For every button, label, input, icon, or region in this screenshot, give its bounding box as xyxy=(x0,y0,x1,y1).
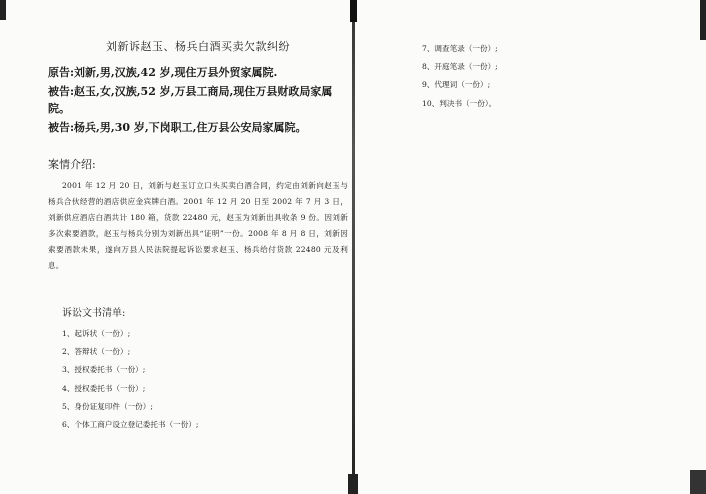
defendant-info-2: 被告:杨兵,男,30 岁,下岗职工,住万县公安局家属院。 xyxy=(48,121,307,134)
list-item: 5、身份证复印件（一份）; xyxy=(62,401,153,411)
list-item: 3、授权委托书（一份）; xyxy=(62,365,146,375)
list-item: 6、个体工商户设立登记委托书（一份）; xyxy=(62,420,199,430)
docs-list-right xyxy=(422,40,682,113)
case-intro-text: 2001 年 12 月 20 日，刘新与赵玉订立口头买卖白酒合同，约定由刘新向赵玉与杨兵合伙经营的酒店供应金宾牌白酒。2001 年 12 月 20 日至 2002 年 7 月 3 日，刘新供应酒店白酒共计 180 箱，货款 22480 元，赵玉为刘新出具收条 9 份。因刘新多次索要酒款，赵玉与杨兵分别为刘新出具“证明”一份。2008 年 8 月 8 日，刘新因索要酒款未果，遂向万县人民法院提起诉讼要求赵玉、杨兵给付货款 22480 元及利息。 xyxy=(48,181,348,270)
plaintiff-info: 原告:刘新,男,汉族,42 岁,现住万县外贸家属院. xyxy=(48,66,278,79)
list-item: 8、开庭笔录（一份）; xyxy=(422,62,498,72)
docs-list-left xyxy=(48,325,348,434)
scan-edge-shadow xyxy=(690,470,706,494)
scan-edge-shadow xyxy=(0,0,6,20)
list-item: 4、授权委托书（一份）; xyxy=(62,383,146,393)
right-page xyxy=(422,40,682,113)
list-item: 1、起诉状（一份）; xyxy=(62,329,131,338)
page-fold-shadow xyxy=(348,474,358,494)
case-intro-heading: 案情介绍: xyxy=(48,158,96,171)
left-page xyxy=(48,38,348,434)
page-fold-line xyxy=(352,0,355,494)
list-item: 10、判决书（一份）。 xyxy=(422,98,497,108)
list-item: 7、调查笔录（一份）; xyxy=(422,44,498,53)
scan-edge-shadow xyxy=(700,0,706,40)
defendant-info-1: 被告:赵玉,女,汉族,52 岁,万县工商局,现住万县财政局家属院。 xyxy=(48,85,333,115)
list-item: 2、答辩状（一份）; xyxy=(62,347,131,357)
docs-list-heading: 诉讼文书清单: xyxy=(62,308,126,319)
page-fold-shadow xyxy=(350,0,357,22)
list-item: 9、代理词（一份）; xyxy=(422,80,491,90)
document-title: 刘新诉赵玉、杨兵白酒买卖欠款纠纷 xyxy=(106,40,290,53)
